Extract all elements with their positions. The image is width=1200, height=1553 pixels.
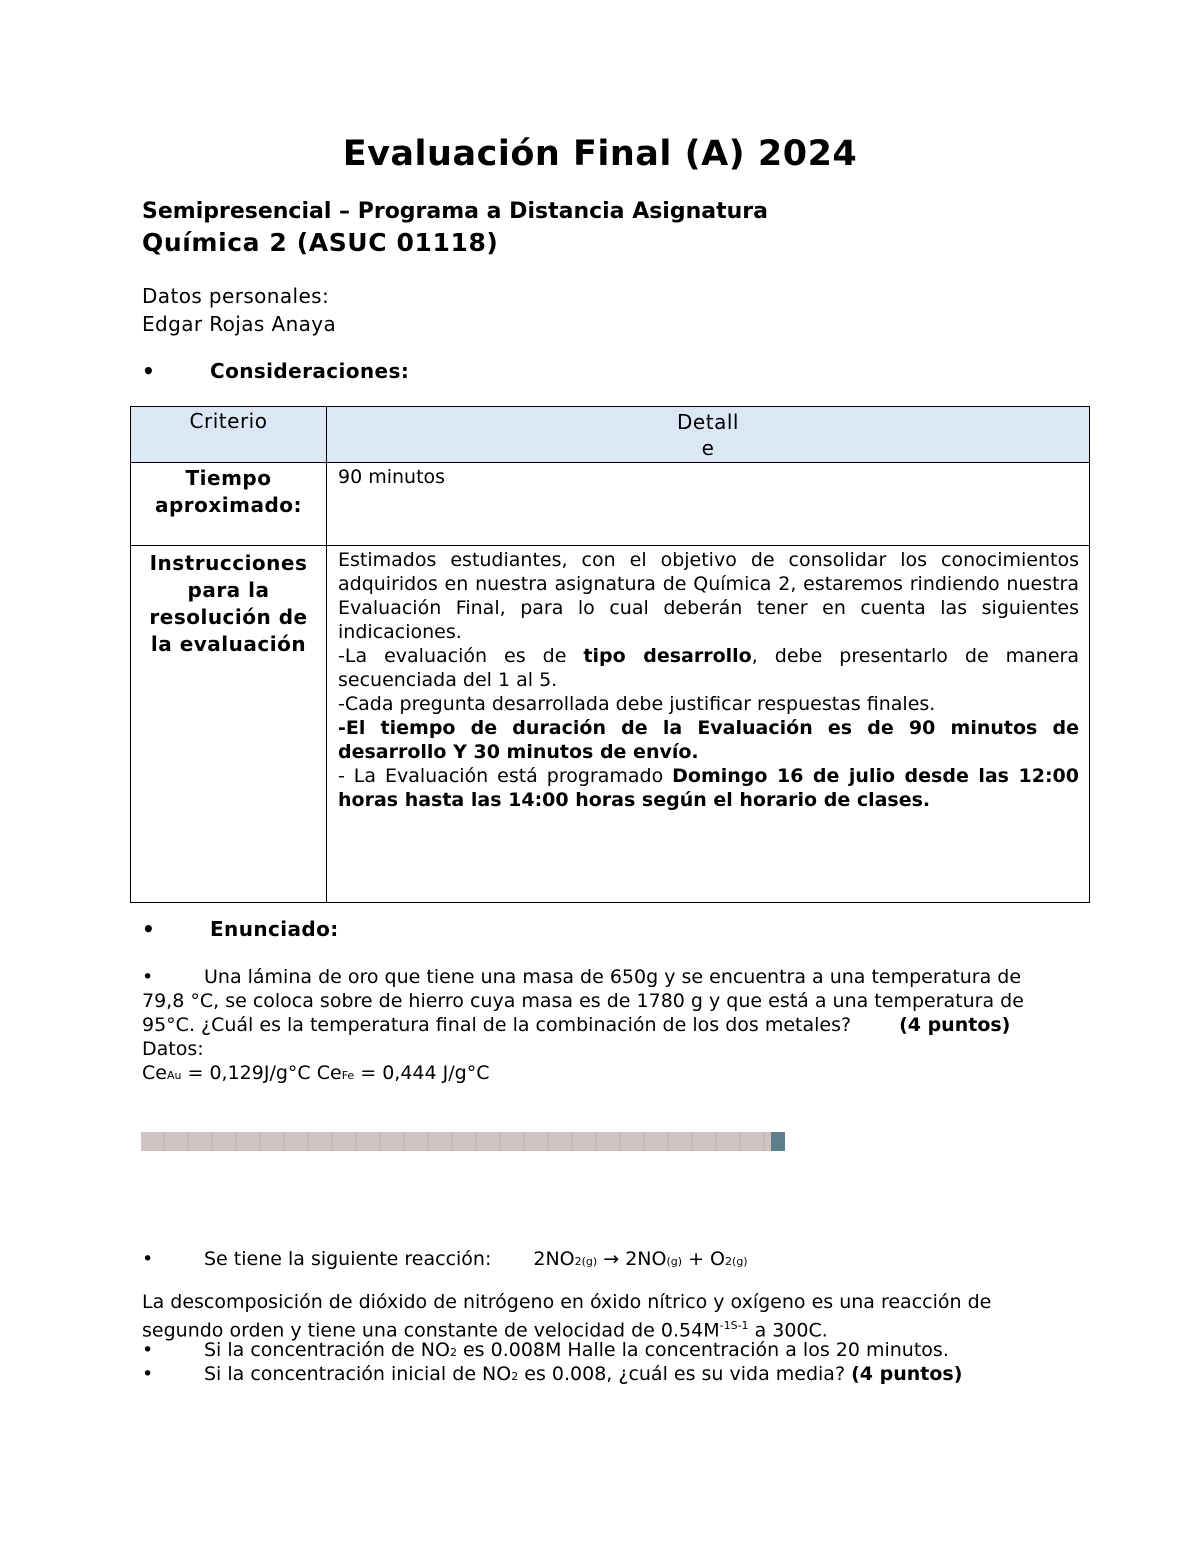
student-name: Edgar Rojas Anaya <box>142 312 337 336</box>
enunciado-heading <box>142 917 339 941</box>
instruction-paragraph: Estimados estudiantes, con el objetivo de consolidar los conocimientos adquiridos en nuestra asignatura de Química 2, estaremos rindiendo nuestra Evaluación Final, para lo cual deberán tener en cuenta las siguientes indicaciones. <box>338 549 1079 643</box>
document-title: Evaluación Final (A) 2024 <box>342 134 858 174</box>
question-2-item-b: • Si la concentración inicial de NO2 es 0.008, ¿cuál es su vida media? (4 puntos) <box>142 1363 963 1385</box>
header-detalle: Detall e <box>327 407 1090 463</box>
question-2-intro: • Se tiene la siguiente reacción: 2NO2(g) → 2NO(g) + O2(g) <box>142 1248 748 1270</box>
enunciado-label: Enunciado: <box>210 917 339 941</box>
table-header-row <box>131 407 1090 463</box>
specific-heat-data: CeAu = 0,129J/g°C CeFe = 0,444 J/g°C <box>142 1062 490 1084</box>
considerations-heading <box>142 359 409 383</box>
instructions-label: Instrucciones para la resolución de la evaluación <box>131 546 327 903</box>
datos-label: Datos: <box>142 1038 204 1060</box>
course-name: Química 2 (ASUC 01118) <box>142 228 499 257</box>
criteria-table <box>130 406 1090 903</box>
bullet: • <box>142 359 156 383</box>
bullet: • <box>142 917 156 941</box>
cropped-figure-strip <box>141 1132 785 1151</box>
considerations-label: Consideraciones: <box>210 359 410 383</box>
instructions-text <box>327 546 1090 903</box>
time-value: 90 minutos <box>327 463 1090 546</box>
table-row <box>131 463 1090 546</box>
personal-data-label: Datos personales: <box>142 284 330 308</box>
question-1-points: (4 puntos) <box>899 1014 1011 1036</box>
question-2-points: (4 puntos) <box>851 1363 963 1385</box>
document-subtitle: Semipresencial – Programa a Distancia Asignatura <box>142 199 768 224</box>
table-row <box>131 546 1090 903</box>
question-2-paragraph: La descomposición de dióxido de nitrógeno en óxido nítrico y oxígeno es una reacción de segundo orden y tiene una constante de velocidad de $0.54M^{-1S-1}$ a 300C. <box>142 1291 992 1342</box>
instruction-paragraph: -La evaluación es de tipo desarrollo, debe presentarlo de manera secuenciada del 1 al 5. <box>338 645 1079 691</box>
question-1: • Una lámina de oro que tiene una masa de 650g y se encuentra a una temperatura de 79,8 °C, se coloca sobre de hierro cuya masa es de 1780 g y que está a una temperatura de 95°C. ¿Cuál es la temperatura final de la combinación de los dos metales? (4 puntos) Datos: CeAu = 0,129J/g°C CeFe = 0,444 J/g°C <box>142 966 1024 1084</box>
question-2-item-a: • Si la concentración de NO2 es 0.008M Halle la concentración a los 20 minutos. <box>142 1339 949 1361</box>
reaction-equation: 2NO2(g) → 2NO(g) + O2(g) <box>533 1248 748 1270</box>
time-label: Tiempo aproximado: <box>131 463 327 546</box>
instruction-paragraph: -El tiempo de duración de la Evaluación es de 90 minutos de desarrollo Y 30 minutos de envío. <box>338 717 1079 763</box>
instruction-paragraph: -Cada pregunta desarrollada debe justificar respuestas finales. <box>338 693 936 715</box>
instruction-paragraph: - La Evaluación está programado Domingo 16 de julio desde las 12:00 horas hasta las 14:00 horas según el horario de clases. <box>338 765 1079 811</box>
header-criterio: Criterio <box>131 407 327 463</box>
question-1-text: Una lámina de oro que tiene una masa de 650g y se encuentra a una temperatura de 79,8 °C, se coloca sobre de hierro cuya masa es de 1780 g y que está a una temperatura de 95°C. ¿Cuál es la temperatura final de la combinación de los dos metales? <box>142 966 1024 1036</box>
